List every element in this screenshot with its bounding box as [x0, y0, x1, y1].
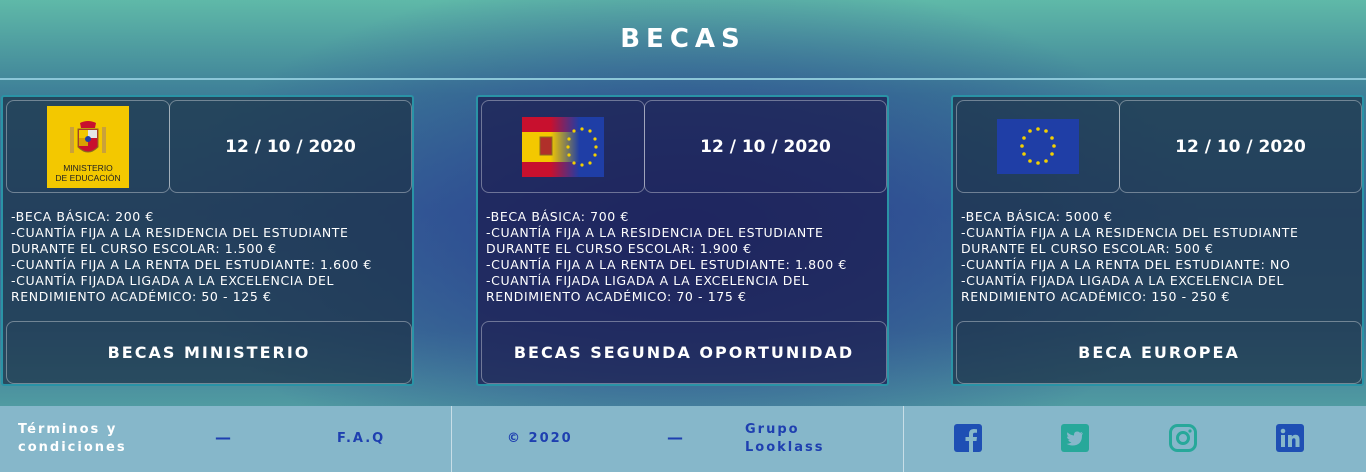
company-link[interactable] [745, 421, 825, 457]
eu-flag-icon [997, 119, 1079, 174]
card-becas-ministerio [1, 95, 414, 386]
page-header [0, 0, 1366, 80]
footer-separator-dash: — [215, 428, 233, 447]
desc-line: RENDIMIENTO ACADÉMICO: 150 - 250 € [961, 289, 1231, 304]
desc-line: -BECA BÁSICA: 200 € [11, 209, 154, 224]
card-becas-segunda-oportunidad [476, 95, 889, 386]
company-line2: Looklass [745, 440, 825, 455]
spain-eu-flag-icon [522, 117, 604, 177]
card-description [11, 209, 411, 305]
desc-line: RENDIMIENTO ACADÉMICO: 50 - 125 € [11, 289, 272, 304]
desc-line: -BECA BÁSICA: 5000 € [961, 209, 1113, 224]
terms-line2: condiciones [18, 440, 127, 455]
facebook-icon[interactable] [954, 424, 982, 452]
card-date: 12 / 10 / 2020 [1119, 100, 1362, 193]
desc-line: -CUANTÍA FIJADA LIGADA A LA EXCELENCIA DEL [486, 273, 810, 288]
twitter-icon[interactable] [1061, 424, 1089, 452]
desc-line: -CUANTÍA FIJA A LA RESIDENCIA DEL ESTUDIANTE [961, 225, 1299, 240]
copyright-text: © 2020 [507, 431, 573, 446]
desc-line: -CUANTÍA FIJA A LA RESIDENCIA DEL ESTUDIANTE [486, 225, 824, 240]
card-description [486, 209, 886, 305]
footer-divider [451, 406, 452, 472]
card-logo-box [956, 100, 1120, 193]
logo-text-line1: MINISTERIO [63, 162, 113, 173]
desc-line: RENDIMIENTO ACADÉMICO: 70 - 175 € [486, 289, 747, 304]
card-title-button[interactable]: BECA EUROPEA [956, 321, 1362, 384]
desc-line: -BECA BÁSICA: 700 € [486, 209, 629, 224]
desc-line: -CUANTÍA FIJADA LIGADA A LA EXCELENCIA DEL [11, 273, 335, 288]
footer-divider [903, 406, 904, 472]
instagram-icon[interactable] [1169, 424, 1197, 452]
ministerio-educacion-logo [47, 106, 129, 188]
desc-line: -CUANTÍA FIJA A LA RENTA DEL ESTUDIANTE: 1.800 € [486, 257, 847, 272]
desc-line: DURANTE EL CURSO ESCOLAR: 1.500 € [11, 241, 277, 256]
faq-link[interactable]: F.A.Q [337, 431, 386, 446]
terms-link[interactable] [18, 421, 127, 457]
desc-line: -CUANTÍA FIJA A LA RENTA DEL ESTUDIANTE: 1.600 € [11, 257, 372, 272]
card-date: 12 / 10 / 2020 [169, 100, 412, 193]
desc-line: DURANTE EL CURSO ESCOLAR: 1.900 € [486, 241, 752, 256]
card-title-button[interactable]: BECAS SEGUNDA OPORTUNIDAD [481, 321, 887, 384]
terms-line1: Términos y [18, 422, 118, 437]
desc-line: -CUANTÍA FIJADA LIGADA A LA EXCELENCIA DEL [961, 273, 1285, 288]
card-date: 12 / 10 / 2020 [644, 100, 887, 193]
footer [0, 406, 1366, 472]
footer-separator-dash: — [667, 428, 685, 447]
card-logo-box [6, 100, 170, 193]
desc-line: -CUANTÍA FIJA A LA RENTA DEL ESTUDIANTE: NO [961, 257, 1291, 272]
card-description [961, 209, 1361, 305]
spain-coat-of-arms-icon [68, 119, 108, 163]
logo-text-line2: DE EDUCACIÓN [55, 172, 121, 183]
linkedin-icon[interactable] [1276, 424, 1304, 452]
desc-line: DURANTE EL CURSO ESCOLAR: 500 € [961, 241, 1214, 256]
page-title: BECAS [620, 24, 746, 54]
card-beca-europea [951, 95, 1364, 386]
card-logo-box [481, 100, 645, 193]
desc-line: -CUANTÍA FIJA A LA RESIDENCIA DEL ESTUDIANTE [11, 225, 349, 240]
card-title-button[interactable]: BECAS MINISTERIO [6, 321, 412, 384]
company-line1: Grupo [745, 422, 800, 437]
